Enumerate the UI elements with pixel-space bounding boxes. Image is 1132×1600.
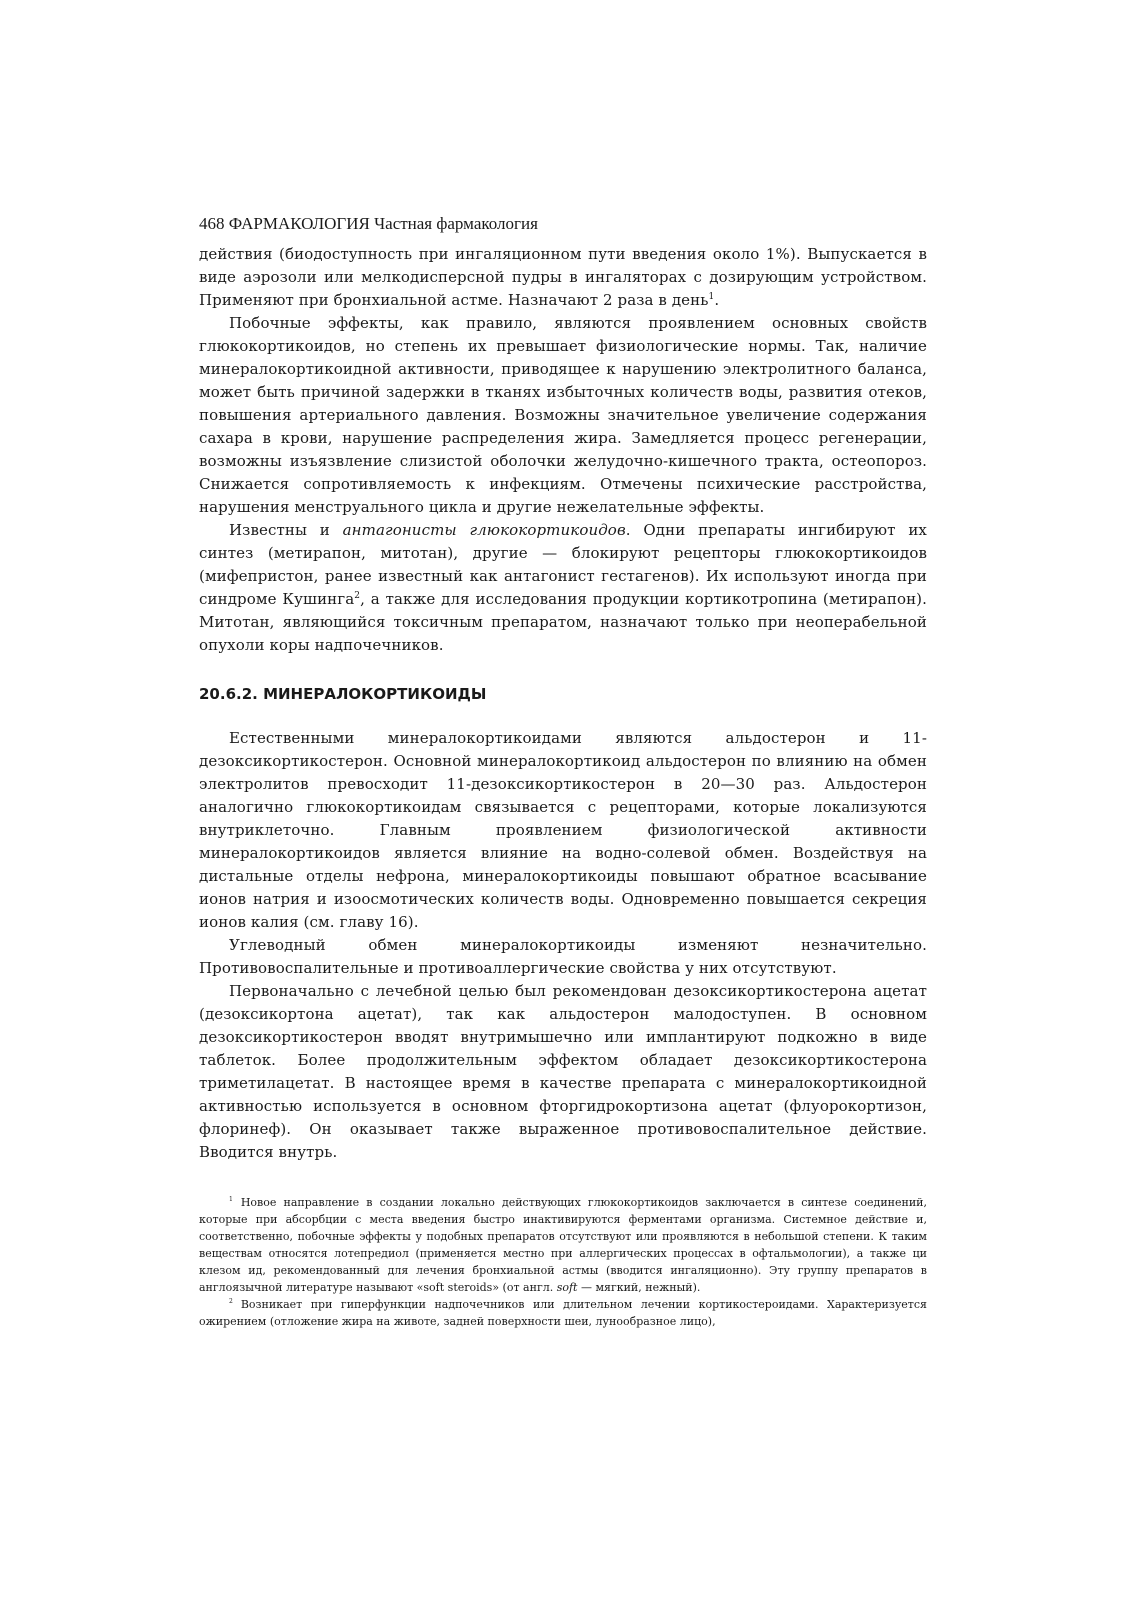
- footnote-ref[interactable]: 2: [354, 591, 361, 601]
- footnote-1: [199, 1194, 927, 1296]
- paragraph: Естественными минералокортикоидами являются альдостерон и 11-дезоксикортикостерон. Основной минералокортикоид альдостерон по влиянию на обмен электролитов превосходит 11-дезоксикортикостерон в 20—30 раз. Альдостерон аналогично глюкокортикоидам связывается с рецепторами, которые локализуются внутриклеточно. Главным проявлением физиологической активности минералокортикоидов является влияние на водно-солевой обмен. Воздействуя на дистальные отделы нефрона, минералокортикоиды повышают обратное всасывание ионов натрия и изоосмотических количеств воды. Одновременно повышается секреция ионов калия (см. главу 16).: [199, 729, 927, 931]
- paragraph: Углеводный обмен минералокортикоиды изменяют незначительно. Противовоспалительные и противоаллергические свойства у них отсутствуют.: [199, 936, 927, 977]
- footnote-mark: 2: [229, 1298, 233, 1306]
- body-text: [199, 243, 927, 1164]
- paragraph-text: действия (биодоступность при ингаляционном пути введения около 1%). Выпускается в виде аэрозоли или мелкодисперсной пудры в ингаляторах с дозирующим устройством. Применяют при бронхиальной астме. Назначают 2 раза в день: [199, 245, 927, 309]
- footnote-text: Возникает при гиперфункции надпочечников или длительном лечении кортикостероидами. Характеризуется ожирением (отложение жира на животе, задней поверхности шеи, лунообразное лицо),: [199, 1298, 927, 1328]
- paragraph: [199, 519, 927, 657]
- footnote-ref[interactable]: 1: [708, 292, 715, 302]
- paragraph-text: Известны и: [229, 521, 343, 539]
- footnote-2: [199, 1296, 927, 1330]
- page-number: 468: [199, 214, 225, 233]
- italic-term: антагонисты глюкокортикоидов: [342, 521, 626, 539]
- book-title: ФАРМАКОЛОГИЯ: [228, 214, 370, 233]
- running-head: [199, 212, 927, 237]
- paragraph-text: .: [714, 291, 720, 309]
- paragraph: Побочные эффекты, как правило, являются проявлением основных свойств глюкокортикоидов, но степень их превышает физиологические нормы. Так, наличие минералокортикоидной активности, приводящее к нарушению электролитного баланса, может быть причиной задержки в тканях избыточных количеств воды, развития отеков, повышения артериального давления. Возможны значительное увеличение содержания сахара в крови, нарушение распределения жира. Замедляется процесс регенерации, возможны изъязвление слизистой оболочки желудочно-кишечного тракта, остеопороз. Снижается сопротивляемость к инфекциям. Отмечены психические расстройства, нарушения менструального цикла и другие нежелательные эффекты.: [199, 314, 927, 516]
- footnotes: [199, 1194, 927, 1330]
- footnote-text: Новое направление в создании локально действующих глюкокортикоидов заключается в синтезе соединений, которые при абсорбции с места введения быстро инактивируются ферментами организма. Системное действие и, соответственно, побочные эффекты у подобных препаратов отсутствуют или проявляются в небольшой степени. К таким веществам относятся лотепредиол (применяется местно при аллергических процессах в офтальмологии), а также ци клезом ид, рекомендованный для лечения бронхиальной астмы (вводится ингаляционно). Эту группу препаратов в англоязычной литературе называют «soft steroids» (от англ.: [199, 1196, 927, 1294]
- section-heading: 20.6.2. МИНЕРАЛОКОРТИКОИДЫ: [199, 685, 487, 703]
- chapter-title: Частная фармакология: [374, 214, 538, 233]
- paragraph-text: , а также для исследования продукции кортикотропина (метирапон). Митотан, являющийся токсичным препаратом, назначают только при неоперабельной опухоли коры надпочечников.: [199, 590, 927, 654]
- footnote-text: — мягкий, нежный).: [577, 1281, 701, 1294]
- italic-term: soft: [556, 1281, 578, 1294]
- book-page: [199, 212, 927, 1330]
- paragraph: Первоначально с лечебной целью был рекомендован дезоксикортикостерона ацетат (дезоксикортона ацетат), так как альдостерон малодоступен. В основном дезоксикортикостерон вводят внутримышечно или имплантируют подкожно в виде таблеток. Более продолжительным эффектом обладает дезоксикортикостерона триметилацетат. В настоящее время в качестве препарата с минералокортикоидной активностью используется в основном фторгидрокортизона ацетат (флуорокортизон, флоринеф). Он оказывает также выраженное противовоспалительное действие. Вводится внутрь.: [199, 982, 927, 1161]
- footnote-mark: 1: [229, 1196, 233, 1204]
- paragraph: [199, 243, 927, 312]
- paragraph-text: . Одни препараты ингибируют их синтез (метирапон, митотан), другие — блокируют рецепторы глюкокортикоидов (мифепристон, ранее известный как антагонист гестагенов). Их используют иногда при синдроме Кушинга: [199, 521, 927, 608]
